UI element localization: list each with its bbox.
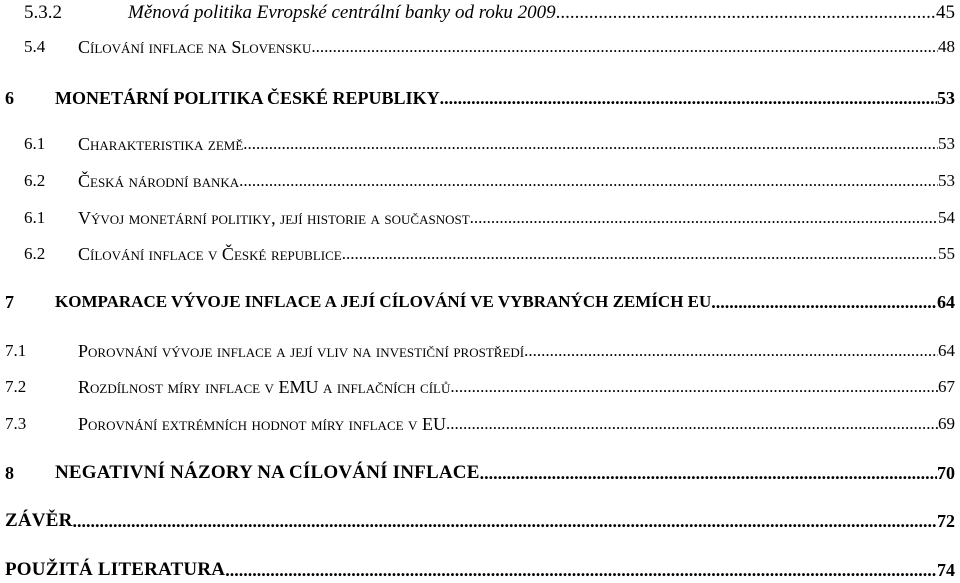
toc-entry[interactable] xyxy=(0,411,960,437)
toc-entry[interactable] xyxy=(0,374,960,400)
toc-entry-title: Cílování inflace v České republice xyxy=(78,244,342,264)
toc-entry-title: Rozdílnost míry inflace v EMU a inflačních cílů xyxy=(78,377,451,397)
toc-dot-leader xyxy=(73,508,937,534)
toc-entry[interactable] xyxy=(0,205,960,231)
toc-entry-number: 6.2 xyxy=(24,244,46,263)
toc-entry-page: 72 xyxy=(937,511,955,531)
toc-entry[interactable] xyxy=(0,241,960,267)
toc-entry-page: 64 xyxy=(937,292,955,312)
toc-dot-leader xyxy=(480,460,937,486)
toc-entry-number: 6.2 xyxy=(24,171,46,190)
toc-entry-page: 64 xyxy=(938,341,955,360)
toc-entry-title: ZÁVĚR xyxy=(5,510,73,531)
toc-dot-leader xyxy=(556,0,936,26)
toc-entry[interactable] xyxy=(0,0,960,26)
toc-dot-leader xyxy=(440,85,937,111)
toc-entry-number: 6.1 xyxy=(24,208,46,227)
toc-entry-title: Měnová politika Evropské centrální banky od roku 2009 xyxy=(128,2,556,23)
toc-entry-number: 7 xyxy=(5,292,14,312)
toc-entry-page: 74 xyxy=(937,560,955,580)
toc-entry-page: 69 xyxy=(938,414,955,433)
toc-dot-leader xyxy=(711,289,937,315)
toc-entry[interactable] xyxy=(0,508,960,534)
toc-dot-leader xyxy=(524,338,938,364)
toc-entry-page: 53 xyxy=(938,134,955,153)
toc-entry-number: 7.3 xyxy=(5,414,27,433)
toc-entry[interactable] xyxy=(0,85,960,111)
toc-entry-page: 67 xyxy=(938,377,955,396)
toc-dot-leader xyxy=(311,34,938,60)
toc-entry-title: POUŽITÁ LITERATURA xyxy=(5,559,226,580)
toc-dot-leader xyxy=(446,411,938,437)
toc-entry-title: NEGATIVNÍ NÁZORY NA CÍLOVÁNÍ INFLACE xyxy=(55,462,480,483)
toc-entry[interactable] xyxy=(0,131,960,157)
toc-entry-page: 53 xyxy=(938,171,955,190)
toc-entry-number: 6 xyxy=(5,88,14,108)
toc-entry-number: 5.4 xyxy=(24,37,46,56)
toc-dot-leader xyxy=(342,241,938,267)
toc-entry[interactable] xyxy=(0,460,960,486)
toc-entry[interactable] xyxy=(0,34,960,60)
toc-entry-page: 45 xyxy=(936,2,955,23)
toc-dot-leader xyxy=(239,168,938,194)
toc-entry[interactable] xyxy=(0,289,960,315)
toc-entry-title: Cílování inflace na Slovensku xyxy=(78,37,312,57)
toc-entry-page: 55 xyxy=(938,244,955,263)
toc-entry-title: KOMPARACE VÝVOJE INFLACE A JEJÍ CÍLOVÁNÍ VE VYBRANÝCH ZEMÍCH EU xyxy=(55,292,712,311)
toc-entry-page: 54 xyxy=(938,208,955,227)
toc-entry-number: 6.1 xyxy=(24,134,46,153)
toc-entry-title: Porovnání vývoje inflace a její vliv na investiční prostředí xyxy=(78,341,525,361)
toc-entry[interactable] xyxy=(0,557,960,583)
toc-entry-title: Charakteristika země xyxy=(78,134,244,154)
toc-entry-title: Vývoj monetární politiky, její historie a současnost xyxy=(78,208,470,228)
toc-dot-leader xyxy=(225,557,937,583)
toc-dot-leader xyxy=(243,131,938,157)
toc-entry[interactable] xyxy=(0,338,960,364)
toc-dot-leader xyxy=(470,205,938,231)
toc-entry-title: Česká národní banka xyxy=(78,171,240,191)
toc-entry-page: 53 xyxy=(937,88,955,108)
toc-entry-page: 48 xyxy=(938,37,955,56)
toc-entry-page: 70 xyxy=(937,463,955,483)
toc-entry-number: 8 xyxy=(5,463,14,483)
toc-entry-title: Porovnání extrémních hodnot míry inflace v EU xyxy=(78,414,446,434)
toc-entry-title: MONETÁRNÍ POLITIKA ČESKÉ REPUBLIKY xyxy=(55,88,440,108)
toc-entry-number: 5.3.2 xyxy=(24,2,62,23)
toc-dot-leader xyxy=(450,374,938,400)
toc-entry-number: 7.2 xyxy=(5,377,27,396)
toc-entry[interactable] xyxy=(0,168,960,194)
toc-entry-number: 7.1 xyxy=(5,341,27,360)
